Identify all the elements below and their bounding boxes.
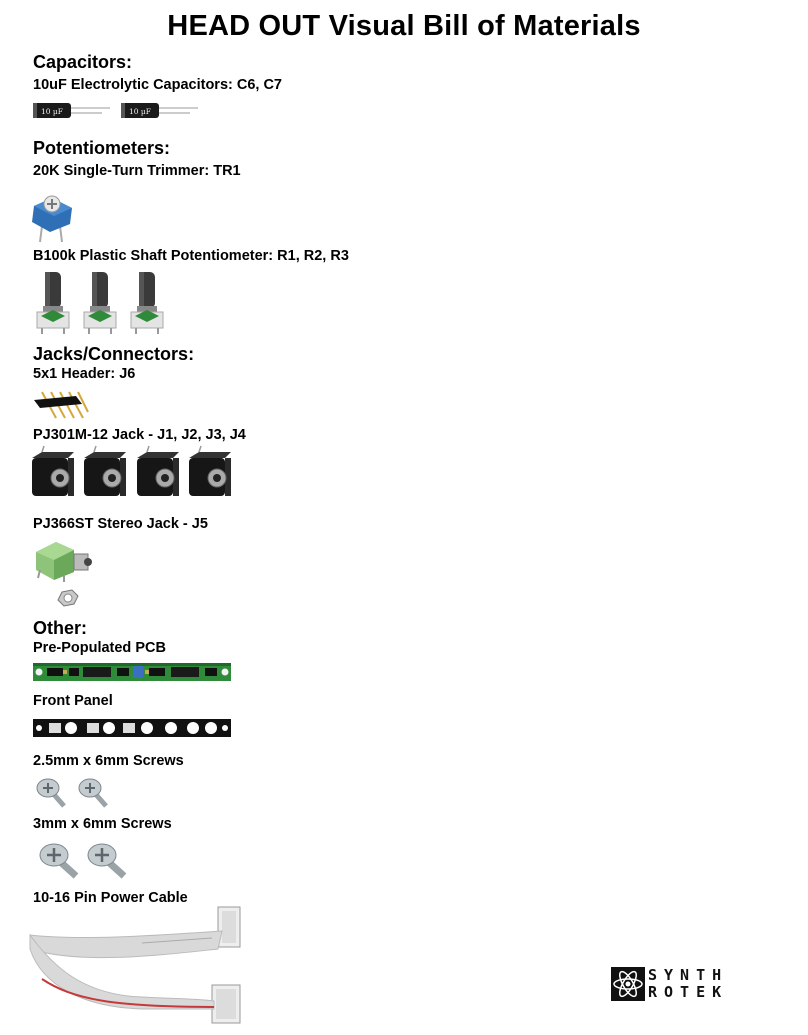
page-title: HEAD OUT Visual Bill of Materials <box>167 10 641 42</box>
potentiometer-image <box>131 272 163 334</box>
screw-image <box>88 844 124 876</box>
capacitor-marking: 10 µF <box>40 107 64 116</box>
screw-image <box>40 844 76 876</box>
screw-3-images <box>38 840 134 880</box>
front-panel-image <box>33 718 233 738</box>
item-label-stereo-jack: PJ366ST Stereo Jack - J5 <box>33 516 208 532</box>
potentiometer-image <box>84 272 116 334</box>
item-label-header: 5x1 Header: J6 <box>33 366 136 382</box>
item-label-screws-25: 2.5mm x 6mm Screws <box>33 753 184 769</box>
trimmer-image <box>30 186 80 244</box>
screw-25-images <box>36 776 118 810</box>
item-label-pcb: Pre-Populated PCB <box>33 640 166 656</box>
item-label-front-panel: Front Panel <box>33 693 113 709</box>
item-label-trimmer: 20K Single-Turn Trimmer: TR1 <box>33 163 241 179</box>
item-label-pot: B100k Plastic Shaft Potentiometer: R1, R2, R3 <box>33 248 349 264</box>
section-heading-jacks: Jacks/Connectors: <box>33 344 195 364</box>
capacitor-images <box>30 100 205 122</box>
section-heading-potentiometers: Potentiometers: <box>33 138 171 158</box>
synthrotek-logo <box>611 967 775 1001</box>
header-image <box>32 388 88 422</box>
mono-jack-images <box>30 450 240 500</box>
section-heading-other: Other: <box>33 618 87 638</box>
item-label-mono-jack: PJ301M-12 Jack - J1, J2, J3, J4 <box>33 427 246 443</box>
section-heading-capacitors: Capacitors: <box>33 52 133 72</box>
screw-image <box>37 779 64 806</box>
capacitor-marking: 10 µF <box>128 107 152 116</box>
atom-logo-icon <box>611 967 645 1001</box>
mono-jack-image <box>189 446 231 496</box>
mono-jack-image <box>137 446 179 496</box>
potentiometer-image <box>37 272 69 334</box>
capacitor-image <box>121 103 198 118</box>
stereo-jack-image <box>30 538 98 614</box>
capacitor-image <box>33 103 110 118</box>
logo-text-line1: SYNTH <box>648 966 729 984</box>
power-cable-image <box>22 905 247 1031</box>
item-label-power-cable: 10-16 Pin Power Cable <box>33 890 188 906</box>
mono-jack-image <box>84 446 126 496</box>
screw-image <box>79 779 106 806</box>
item-label-capacitors: 10uF Electrolytic Capacitors: C6, C7 <box>33 77 282 93</box>
potentiometer-images <box>33 268 173 336</box>
mono-jack-image <box>32 446 74 496</box>
item-label-screws-3: 3mm x 6mm Screws <box>33 816 172 832</box>
pcb-image <box>33 662 233 682</box>
logo-text-line2: ROTEK <box>648 983 729 1001</box>
